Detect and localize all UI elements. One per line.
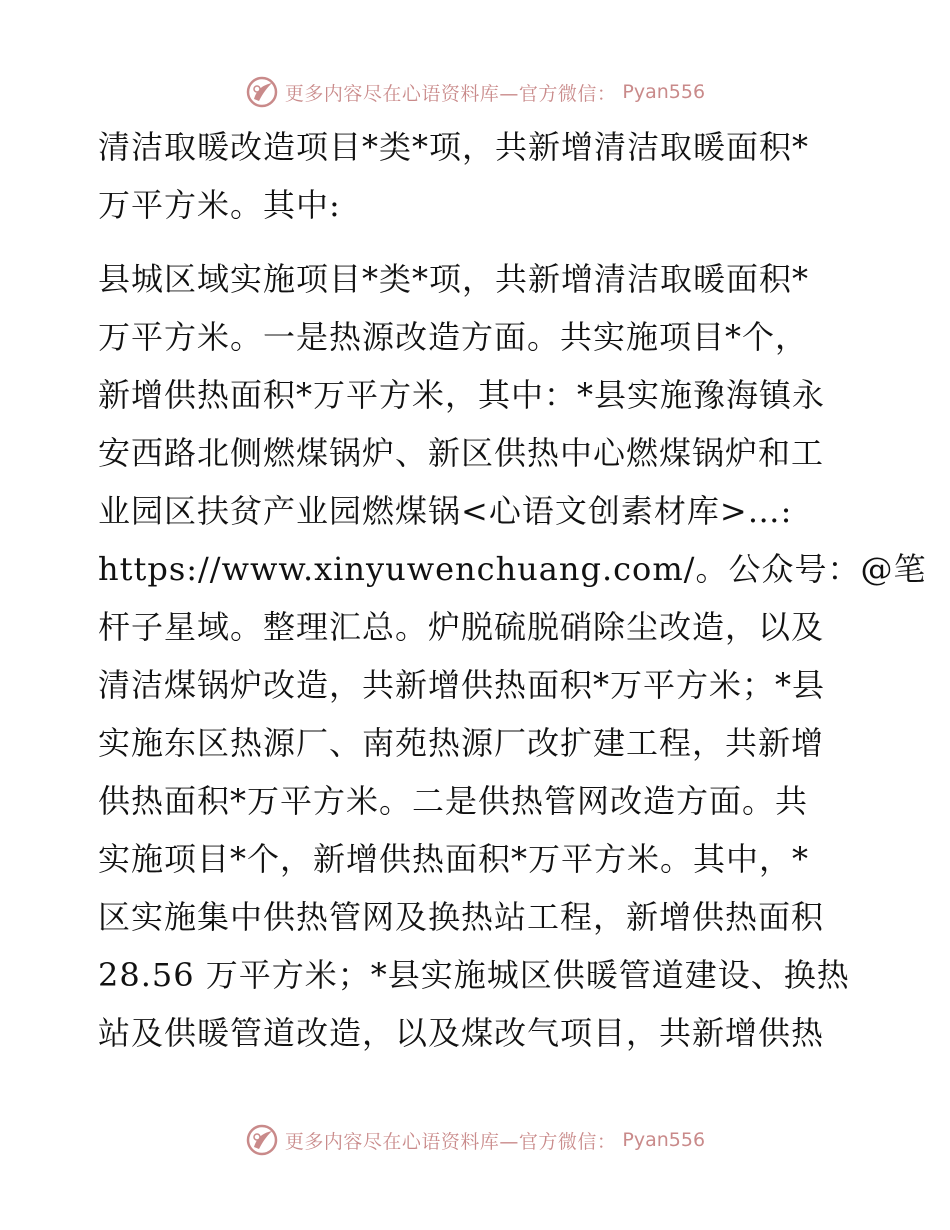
text-line: 站及供暖管道改造，以及煤改气项目，共新增供热 bbox=[98, 1014, 825, 1052]
watermark-footer bbox=[0, 1120, 950, 1160]
watermark-text: 更多内容尽在心语资料库—官方微信： bbox=[284, 82, 617, 105]
text-line: 新增供热面积*万平方米，其中：*县实施豫海镇永 bbox=[98, 376, 826, 414]
text-line: 清洁取暖改造项目*类*项，共新增清洁取暖面积* bbox=[98, 128, 810, 166]
paragraph-2 bbox=[98, 250, 927, 1062]
brand-logo-icon bbox=[245, 75, 279, 109]
text-line: 县城区域实施项目*类*项，共新增清洁取暖面积* bbox=[98, 260, 810, 298]
text-line: 28.56 万平方米；*县实施城区供暖管道建设、换热 bbox=[98, 956, 850, 994]
watermark-text: 更多内容尽在心语资料库—官方微信： bbox=[284, 1130, 617, 1153]
text-line: 业园区扶贫产业园燃煤锅<心语文创素材库>…: bbox=[98, 492, 793, 530]
text-line: 安西路北侧燃煤锅炉、新区供热中心燃煤锅炉和工 bbox=[98, 434, 825, 472]
text-line: https://www.xinyuwenchuang.com/。公众号：@笔 bbox=[98, 550, 927, 588]
document-body bbox=[98, 118, 927, 1062]
text-line: 区实施集中供热管网及换热站工程，新增供热面积 bbox=[98, 898, 825, 936]
text-line: 万平方米。其中: bbox=[98, 186, 341, 224]
text-line: 万平方米。一是热源改造方面。共实施项目*个， bbox=[98, 318, 809, 356]
brand-logo-icon bbox=[245, 1123, 279, 1157]
text-line: 实施东区热源厂、南苑热源厂改扩建工程，共新增 bbox=[98, 724, 825, 762]
paragraph-1 bbox=[98, 118, 858, 234]
watermark-id: Pyan556 bbox=[622, 1129, 706, 1151]
text-line: 供热面积*万平方米。二是供热管网改造方面。共 bbox=[98, 782, 809, 820]
watermark-id: Pyan556 bbox=[622, 81, 706, 103]
text-line: 杆子星域。整理汇总。炉脱硫脱硝除尘改造，以及 bbox=[98, 608, 825, 646]
watermark-header bbox=[0, 72, 950, 112]
text-line: 实施项目*个，新增供热面积*万平方米。其中，* bbox=[98, 840, 810, 878]
text-line: 清洁煤锅炉改造，共新增供热面积*万平方米；*县 bbox=[98, 666, 826, 704]
